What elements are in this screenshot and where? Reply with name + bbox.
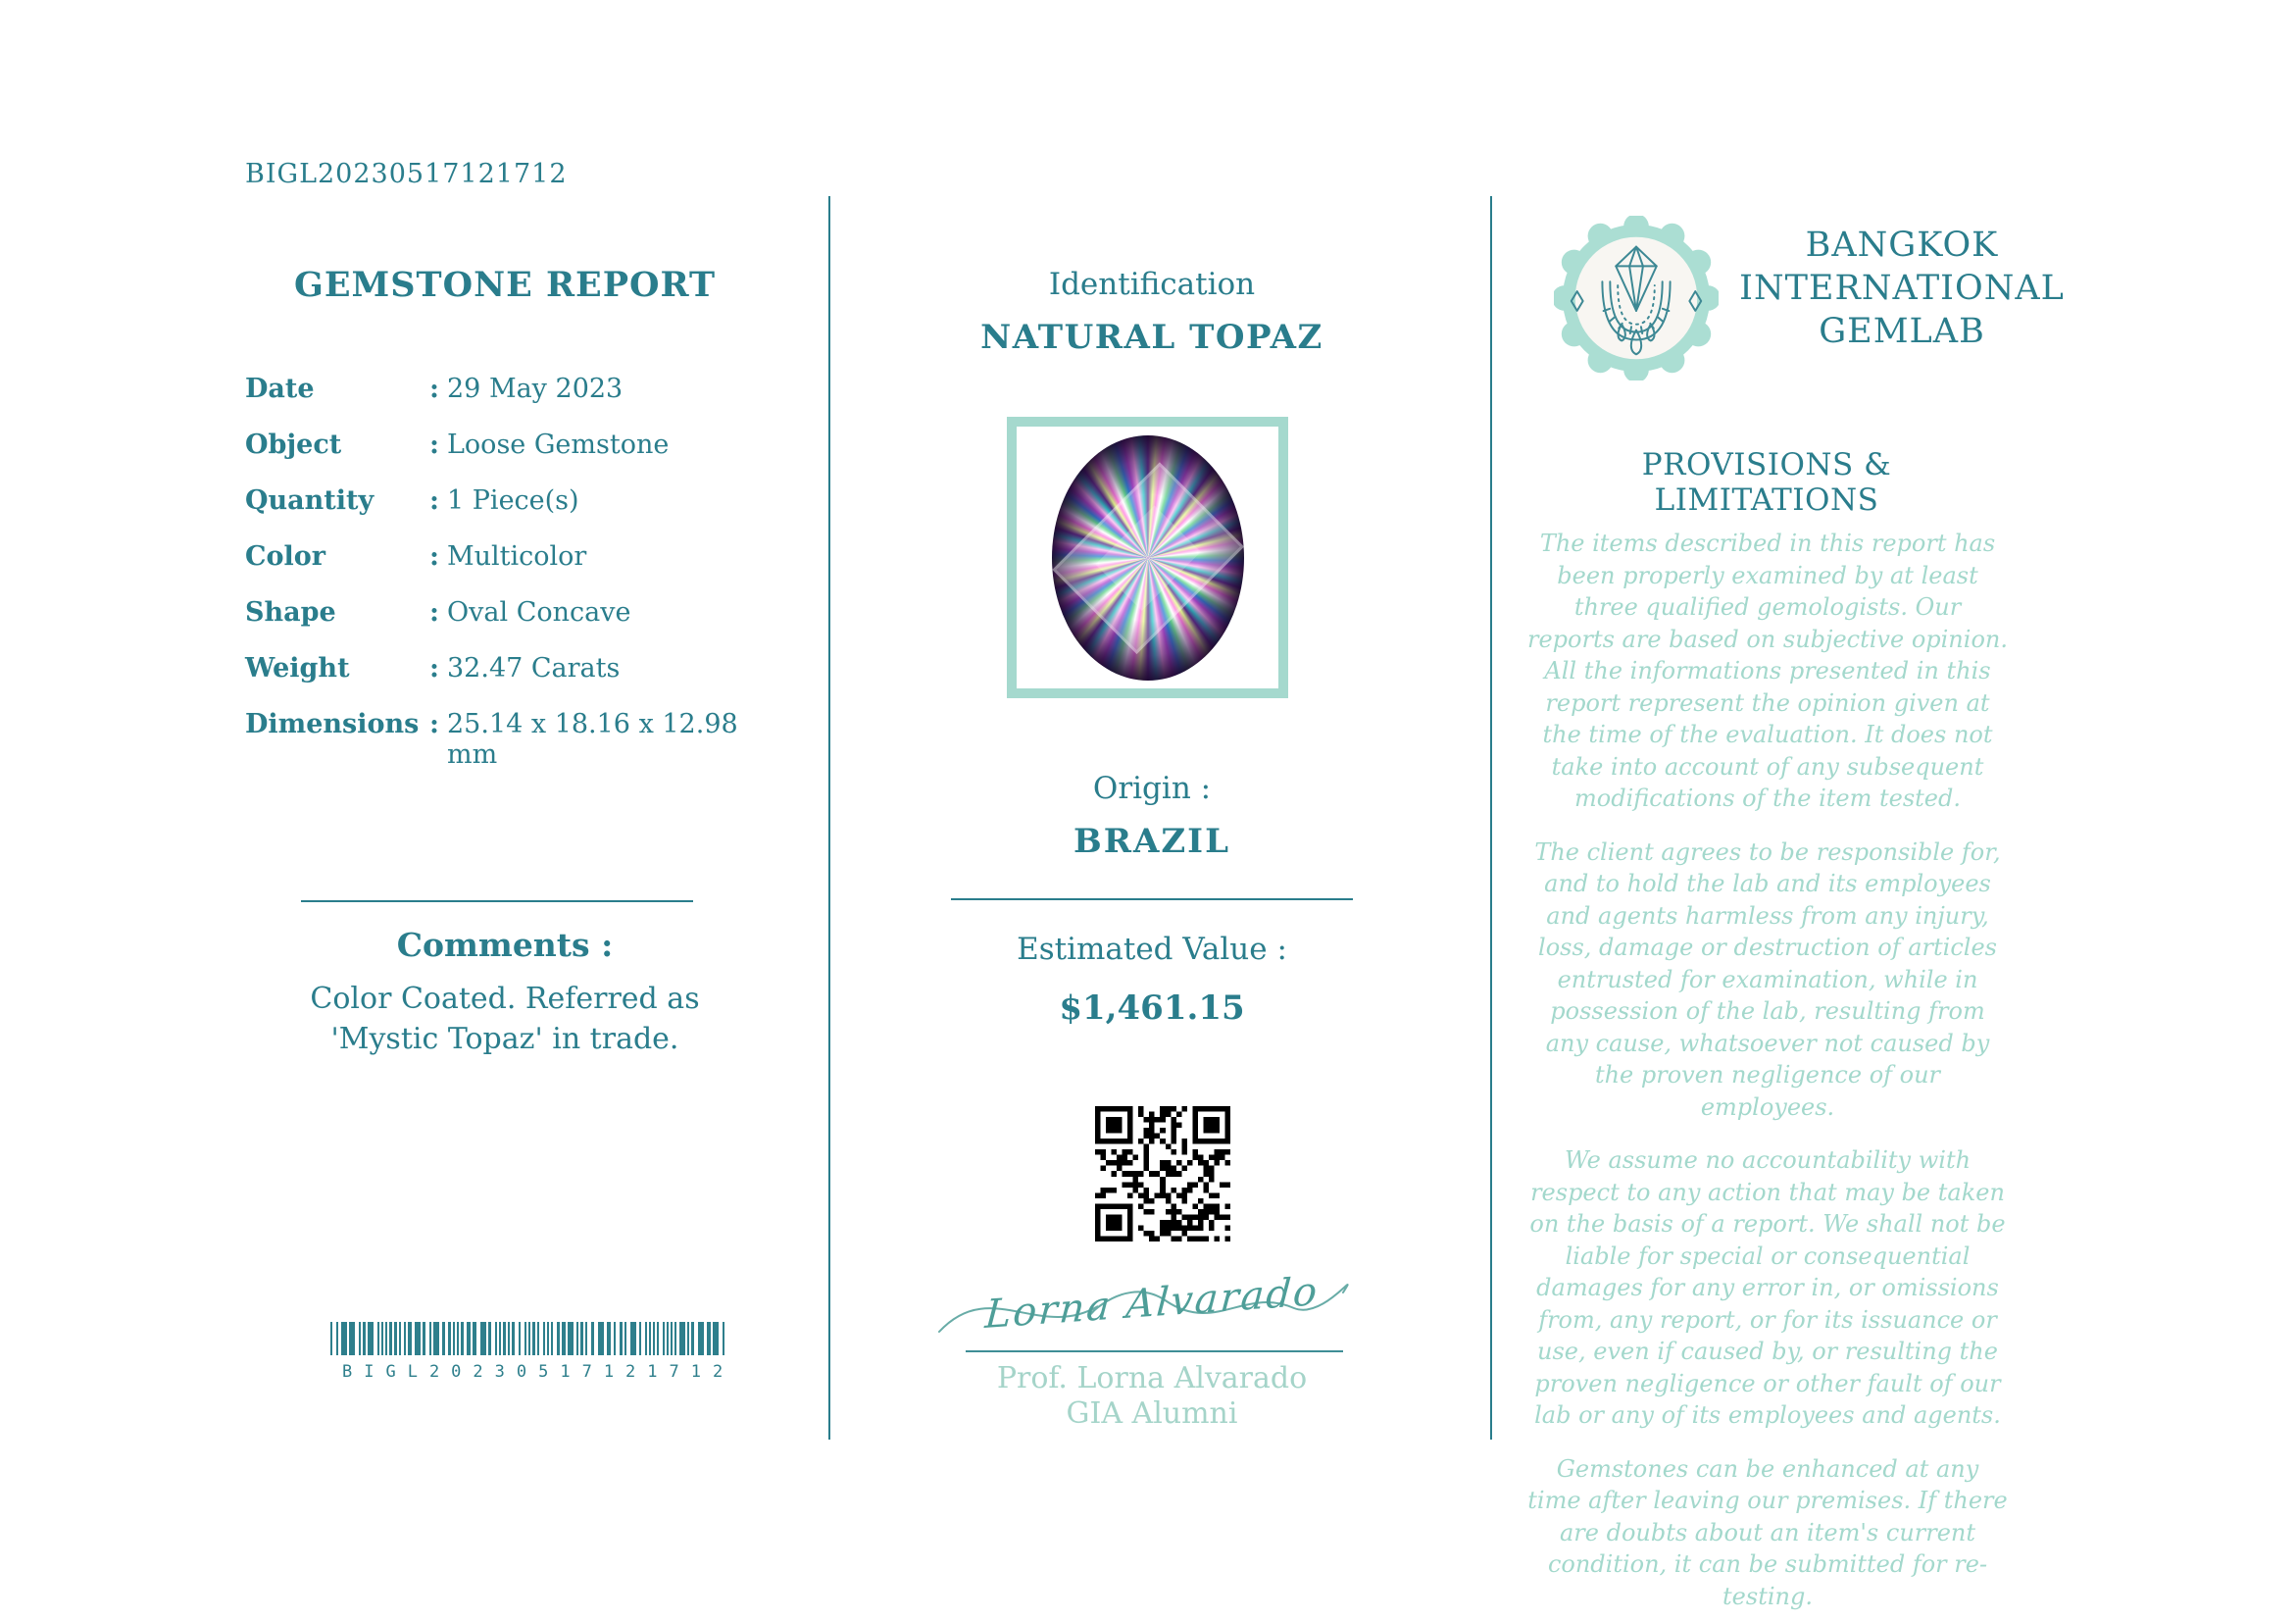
field-label: Object: [245, 430, 342, 460]
field-colon: :: [429, 541, 439, 572]
gemstone-photo: [1052, 435, 1244, 681]
comments-divider: [301, 900, 693, 902]
lab-logo-icon: [1554, 216, 1719, 380]
table-row: [245, 485, 774, 541]
field-label: Dimensions: [245, 709, 420, 739]
field-value: Oval Concave: [447, 597, 631, 628]
provisions-paragraph: Gemstones can be enhanced at any time after leaving our premises. If there are doubts about an item's current condition, it can be submitted for re-testing.: [1527, 1454, 2008, 1610]
provisions-paragraph: The client agrees to be responsible for, and to hold the lab and its employees and agents harmless from any injury, loss, damage or destruction of articles entrusted for examination, while in possession of the lab, resulting from any cause, whatsoever not caused by the proven negligence of our employees.: [1534, 837, 2001, 1121]
provisions-title: PROVISIONS & LIMITATIONS: [1641, 447, 1892, 518]
report-number: BIGL20230517121712: [245, 159, 568, 189]
table-row: [245, 430, 774, 485]
field-colon: :: [429, 597, 439, 628]
field-value: Multicolor: [447, 541, 587, 572]
lab-name-line: INTERNATIONAL: [1739, 269, 2065, 308]
estimated-value-label: Estimated Value :: [1017, 932, 1287, 967]
signatory-title: Prof. Lorna Alvarado: [996, 1361, 1308, 1395]
column-divider-right: [1490, 196, 1492, 1440]
table-row: [245, 653, 774, 709]
page-title: GEMSTONE REPORT: [293, 265, 717, 305]
provisions-paragraph: The items described in this report has been properly examined by at least three qualified gemologists. Our reports are based on subjective opinion. All the informations presented in this report represent the opinion given at the time of the evaluation. It does not take into account of any subsequent modifications of the item tested.: [1527, 530, 2008, 812]
value-section-divider: [951, 898, 1353, 900]
qr-code-image: [1095, 1106, 1230, 1241]
origin-value: BRAZIL: [1073, 822, 1230, 861]
barcode-text: BIGL20230517121712: [342, 1362, 735, 1382]
field-label: Weight: [245, 653, 350, 684]
field-label: Quantity: [245, 485, 374, 516]
table-row: [245, 597, 774, 653]
qr-code: [1095, 1106, 1230, 1241]
field-colon: :: [429, 374, 439, 404]
comments-text: Color Coated. Referred as 'Mystic Topaz' in trade.: [310, 982, 700, 1056]
estimated-value-amount: $1,461.15: [1059, 988, 1245, 1028]
field-value: Loose Gemstone: [447, 430, 670, 460]
provisions-text: [1527, 528, 2008, 1621]
field-label: Color: [245, 541, 325, 572]
signature-divider: [966, 1350, 1343, 1352]
field-colon: :: [429, 430, 439, 460]
field-label: Shape: [245, 597, 336, 628]
field-colon: :: [429, 653, 439, 684]
column-divider-left: [828, 196, 830, 1440]
field-colon: :: [429, 485, 439, 516]
identification-value: NATURAL TOPAZ: [980, 318, 1323, 357]
field-label: Date: [245, 374, 315, 404]
table-row: [245, 709, 774, 770]
gemstone-photo-frame: [1007, 417, 1288, 698]
field-value: 29 May 2023: [447, 374, 624, 404]
provisions-paragraph: We assume no accountability with respect to any action that may be taken on the basis of a report. We shall not be liable for special or consequential damages for any error in, or omissions from, any report, or for its issuance or use, even if caused by, or resulting the proven negligence or other fault of our lab or any of its employees and agents.: [1529, 1146, 2006, 1429]
lab-name-line: BANGKOK: [1805, 226, 1999, 265]
field-value: 25.14 x 18.16 x 12.98 mm: [447, 709, 738, 770]
lab-name: [1735, 224, 2069, 353]
identification-label: Identification: [1048, 267, 1256, 302]
barcode-image: [330, 1322, 728, 1355]
table-row: [245, 374, 774, 430]
field-value: 32.47 Carats: [447, 653, 621, 684]
signatory-credential: GIA Alumni: [1066, 1396, 1238, 1431]
comments-heading: Comments :: [396, 926, 614, 964]
field-value: 1 Piece(s): [447, 485, 579, 516]
barcode: [330, 1322, 735, 1382]
report-fields-table: [245, 374, 774, 770]
table-row: [245, 541, 774, 597]
field-colon: :: [429, 709, 439, 739]
origin-label: Origin :: [1092, 771, 1212, 806]
lab-name-line: GEMLAB: [1819, 312, 1985, 351]
signature: [922, 1247, 1382, 1350]
signature-name: Lorna Alvarado: [983, 1268, 1321, 1339]
